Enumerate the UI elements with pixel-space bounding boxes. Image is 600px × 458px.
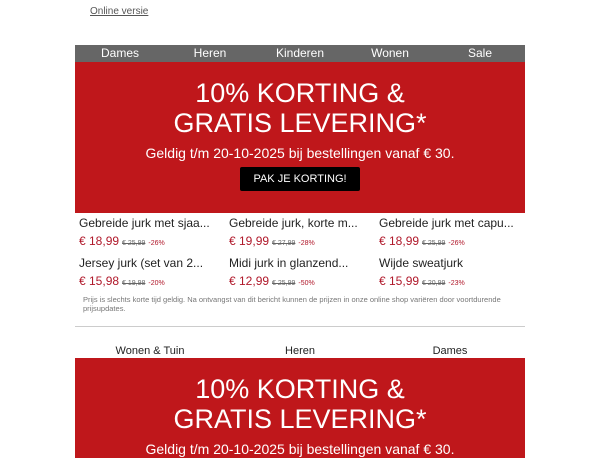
nav-dames[interactable]: Dames <box>100 46 139 60</box>
product-discount: -50% <box>298 280 315 287</box>
nav-heren[interactable]: Heren <box>193 46 227 60</box>
product-discount: -28% <box>298 240 315 247</box>
promo2-title-line1: 10% KORTING & <box>195 374 405 404</box>
product-price: € 18,99 <box>379 234 420 248</box>
product-card[interactable] <box>75 254 225 294</box>
product-old-price: € 27,99 <box>272 240 296 247</box>
product-old-price: € 25,99 <box>422 240 446 247</box>
promo-title-line2: GRATIS LEVERING* <box>173 108 427 138</box>
product-name[interactable]: Gebreide jurk, korte m... <box>229 216 358 230</box>
nav-wonen[interactable]: Wonen <box>371 46 409 60</box>
product-name[interactable]: Gebreide jurk met sjaa... <box>79 216 210 230</box>
product-card[interactable] <box>225 214 375 254</box>
promo-title-line1: 10% KORTING & <box>195 78 405 108</box>
nav2-dames[interactable]: Dames <box>432 345 468 357</box>
nav2-wonen-tuin[interactable]: Wonen & Tuin <box>115 345 185 357</box>
promo2-subtitle: Geldig t/m 20-10-2025 bij bestellingen vanaf € 30. <box>145 441 455 457</box>
online-version-link[interactable]: Online versie <box>90 6 149 17</box>
product-old-price: € 20,99 <box>422 280 446 287</box>
product-name[interactable]: Midi jurk in glanzend... <box>229 256 349 270</box>
nav-sale[interactable]: Sale <box>467 46 493 60</box>
divider <box>75 326 525 327</box>
product-card[interactable] <box>375 254 525 294</box>
product-price: € 15,98 <box>79 274 120 288</box>
product-name[interactable]: Gebreide jurk met capu... <box>379 216 514 230</box>
get-discount-button[interactable]: PAK JE KORTING! <box>240 167 360 191</box>
product-card[interactable] <box>375 214 525 254</box>
promo-banner[interactable] <box>75 62 525 213</box>
product-name[interactable]: Wijde sweatjurk <box>379 256 464 270</box>
product-discount: -26% <box>448 240 465 247</box>
product-discount: -23% <box>448 280 465 287</box>
nav-kinderen[interactable]: Kinderen <box>275 46 325 60</box>
product-discount: -26% <box>148 240 165 247</box>
product-price: € 19,99 <box>229 234 270 248</box>
category-nav <box>75 45 525 62</box>
product-grid <box>75 214 525 294</box>
product-price: € 12,99 <box>229 274 270 288</box>
secondary-nav <box>75 345 525 358</box>
product-price: € 15,99 <box>379 274 420 288</box>
product-old-price: € 19,98 <box>122 280 146 287</box>
product-price: € 18,99 <box>79 234 120 248</box>
product-discount: -20% <box>148 280 165 287</box>
product-name[interactable]: Jersey jurk (set van 2... <box>79 256 204 270</box>
product-old-price: € 25,99 <box>122 240 146 247</box>
price-disclaimer: Prijs is slechts korte tijd geldig. Na ontvangst van dit bericht kunnen de prijzen in onze online shop variëren door voortdurende prijsupdates. <box>83 295 501 313</box>
promo-subtitle: Geldig t/m 20-10-2025 bij bestellingen vanaf € 30. <box>145 145 455 161</box>
product-old-price: € 25,99 <box>272 280 296 287</box>
promo2-title-line2: GRATIS LEVERING* <box>173 404 427 434</box>
product-card[interactable] <box>75 214 225 254</box>
promo-banner-2[interactable] <box>75 358 525 458</box>
nav2-heren[interactable]: Heren <box>285 345 315 357</box>
product-card[interactable] <box>225 254 375 294</box>
